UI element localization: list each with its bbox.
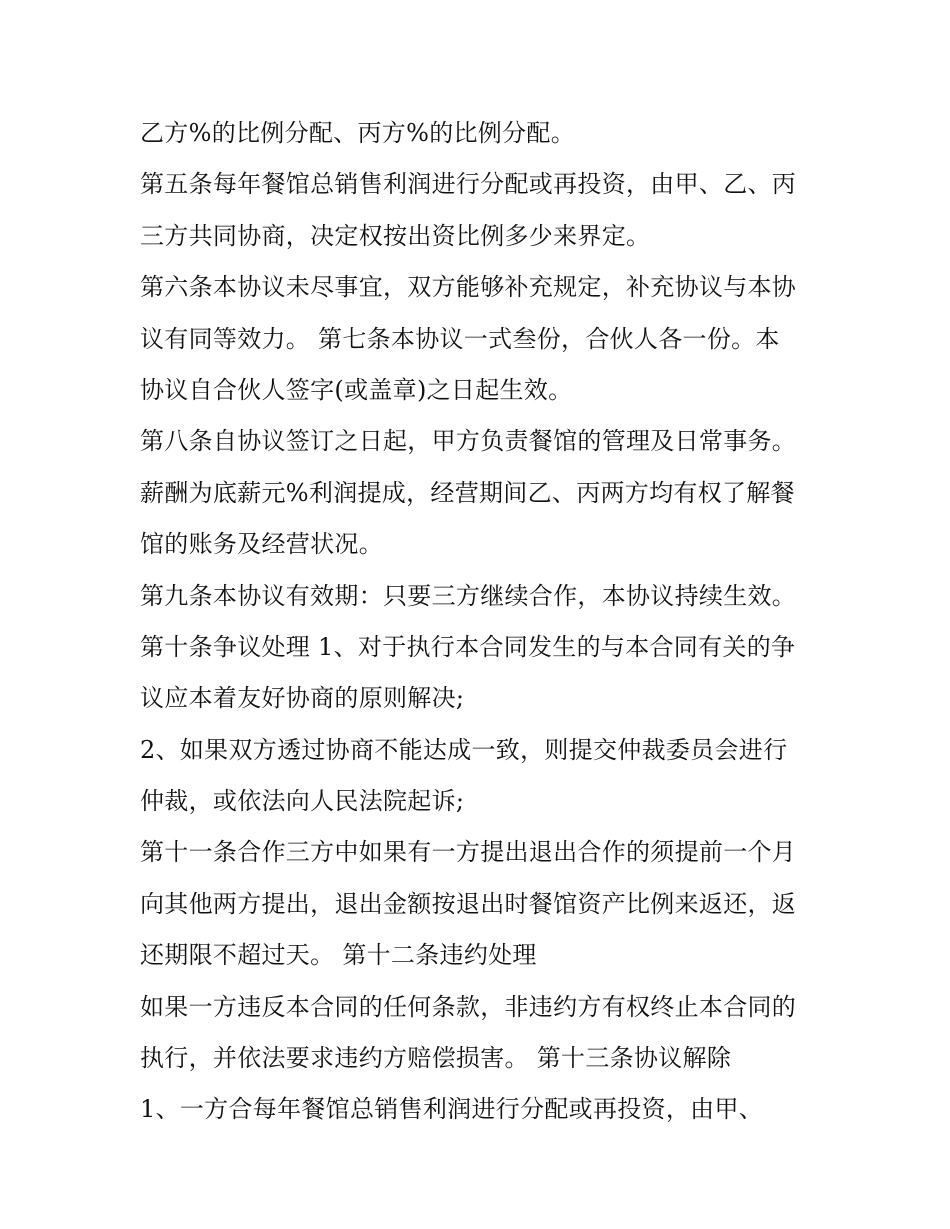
text-line: 乙方%的比例分配、丙方%的比例分配。	[140, 119, 576, 147]
text-line: 第六条本协议未尽事宜，双方能够补充规定，补充协议与本协	[140, 273, 797, 302]
text-line: 仲裁，或依法向人民法院起诉;	[140, 787, 465, 816]
text-line: 还期限不超过天。 第十二条违约处理	[140, 941, 537, 970]
text-line: 馆的账务及经营状况。	[140, 530, 383, 559]
text-line: 议应本着友好协商的原则解决;	[140, 684, 465, 713]
text-line: 向其他两方提出，退出金额按退出时餐馆资产比例来返还，返	[140, 889, 797, 918]
text-line: 第八条自协议签订之日起，甲方负责餐馆的管理及日常事务。	[140, 427, 797, 456]
text-line: 如果一方违反本合同的任何条款，非违约方有权终止本合同的	[140, 992, 797, 1021]
text-line: 第十条争议处理 1、对于执行本合同发生的与本合同有关的争	[140, 632, 796, 661]
text-line: 第九条本协议有效期：只要三方继续合作，本协议持续生效。	[140, 581, 797, 610]
text-line: 薪酬为底薪元%利润提成，经营期间乙、丙两方均有权了解餐	[140, 478, 795, 507]
document-body	[140, 108, 820, 1136]
text-line: 第五条每年餐馆总销售利润进行分配或再投资，由甲、乙、丙	[140, 170, 797, 199]
text-line: 议有同等效力。 第七条本协议一式叁份，合伙人各一份。本	[140, 324, 780, 353]
text-line: 2、如果双方透过协商不能达成一致，则提交仲裁委员会进行	[140, 735, 788, 764]
text-line: 第十一条合作三方中如果有一方提出退出合作的须提前一个月	[140, 838, 797, 867]
text-line: 三方共同协商，决定权按出资比例多少来界定。	[140, 221, 651, 250]
text-line: 执行，并依法要求违约方赔偿损害。 第十三条协议解除	[140, 1044, 732, 1073]
text-line: 1、一方合每年餐馆总销售利润进行分配或再投资，由甲、	[140, 1095, 764, 1124]
text-line: 协议自合伙人签字(或盖章)之日起生效。	[140, 375, 573, 404]
